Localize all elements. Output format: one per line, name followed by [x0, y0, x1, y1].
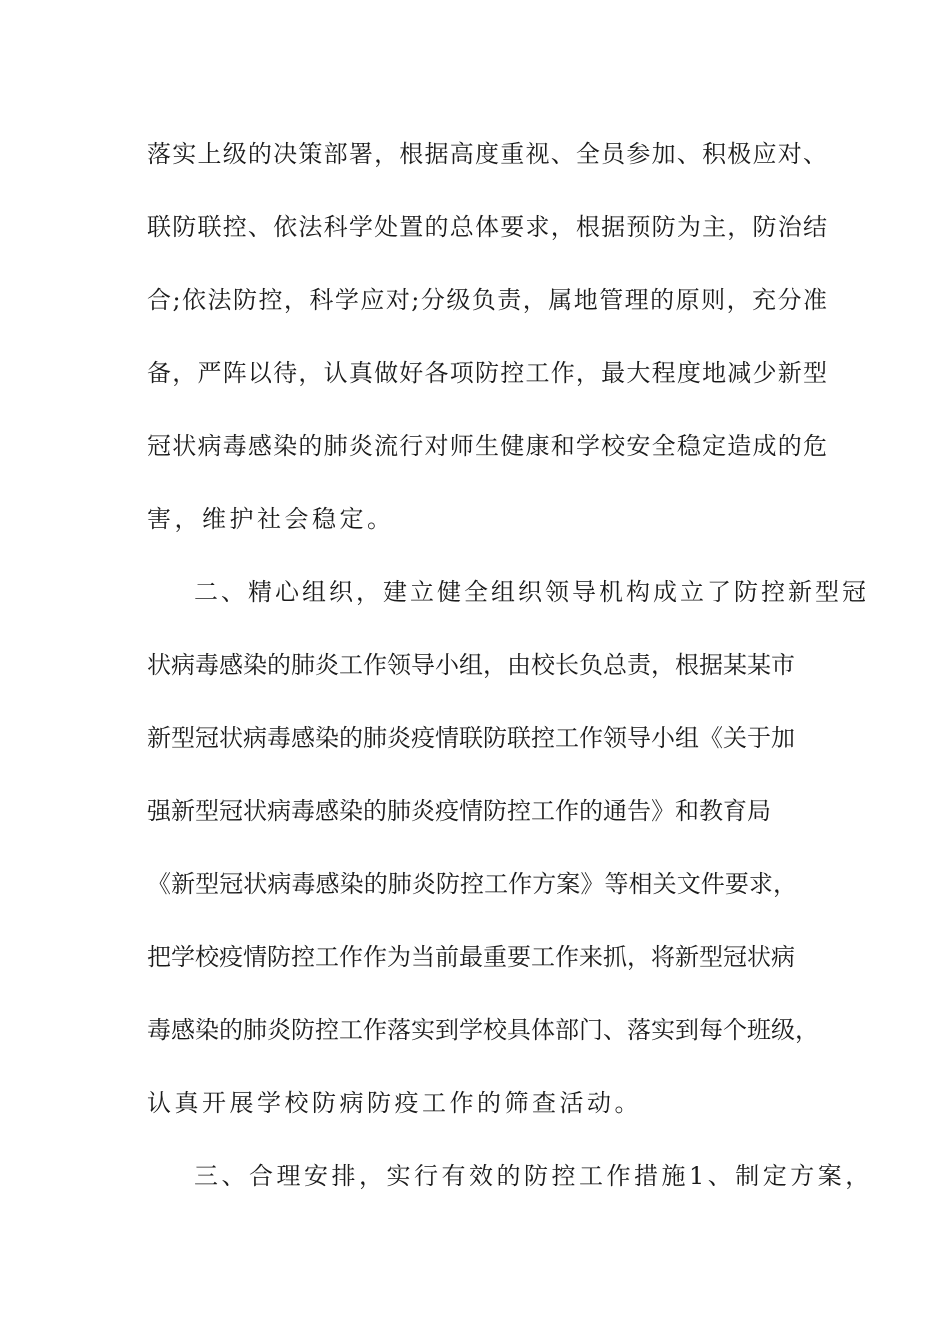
- paragraph-1-line-4: 备，严阵以待，认真做好各项防控工作，最大程度地减少新型: [147, 359, 827, 387]
- paragraph-1-line-5: 冠状病毒感染的肺炎流行对师生健康和学校安全稳定造成的危: [147, 432, 827, 460]
- paragraph-2-line-1: 二、精心组织，建立健全组织领导机构成立了防控新型冠: [194, 578, 869, 606]
- paragraph-2-line-5: 《新型冠状病毒感染的肺炎防控工作方案》等相关文件要求，: [147, 870, 797, 898]
- paragraph-2-line-8: 认真开展学校防病防疫工作的筛查活动。: [147, 1089, 642, 1117]
- paragraph-2-line-7: 毒感染的肺炎防控工作落实到学校具体部门、落实到每个班级，: [147, 1016, 819, 1044]
- paragraph-1-line-1: 落实上级的决策部署，根据高度重视、全员参加、积极应对、: [147, 140, 827, 168]
- paragraph-2-line-2: 状病毒感染的肺炎工作领导小组，由校长负总责，根据某某市: [147, 651, 795, 679]
- paragraph-2-line-3: 新型冠状病毒感染的肺炎疫情联防联控工作领导小组《关于加: [147, 724, 795, 752]
- paragraph-2-line-4: 强新型冠状病毒感染的肺炎疫情防控工作的通告》和教育局: [147, 797, 771, 825]
- paragraph-1-line-3: 合;依法防控，科学应对;分级负责，属地管理的原则，充分准: [147, 286, 827, 314]
- paragraph-1-line-6: 害，维护社会稳定。: [147, 505, 395, 533]
- paragraph-3-line-1: 三、合理安排，实行有效的防控工作措施1、制定方案，: [194, 1162, 873, 1190]
- paragraph-1-line-2: 联防联控、依法科学处置的总体要求，根据预防为主，防治结: [147, 213, 827, 241]
- paragraph-2-line-6: 把学校疫情防控工作作为当前最重要工作来抓，将新型冠状病: [147, 943, 795, 971]
